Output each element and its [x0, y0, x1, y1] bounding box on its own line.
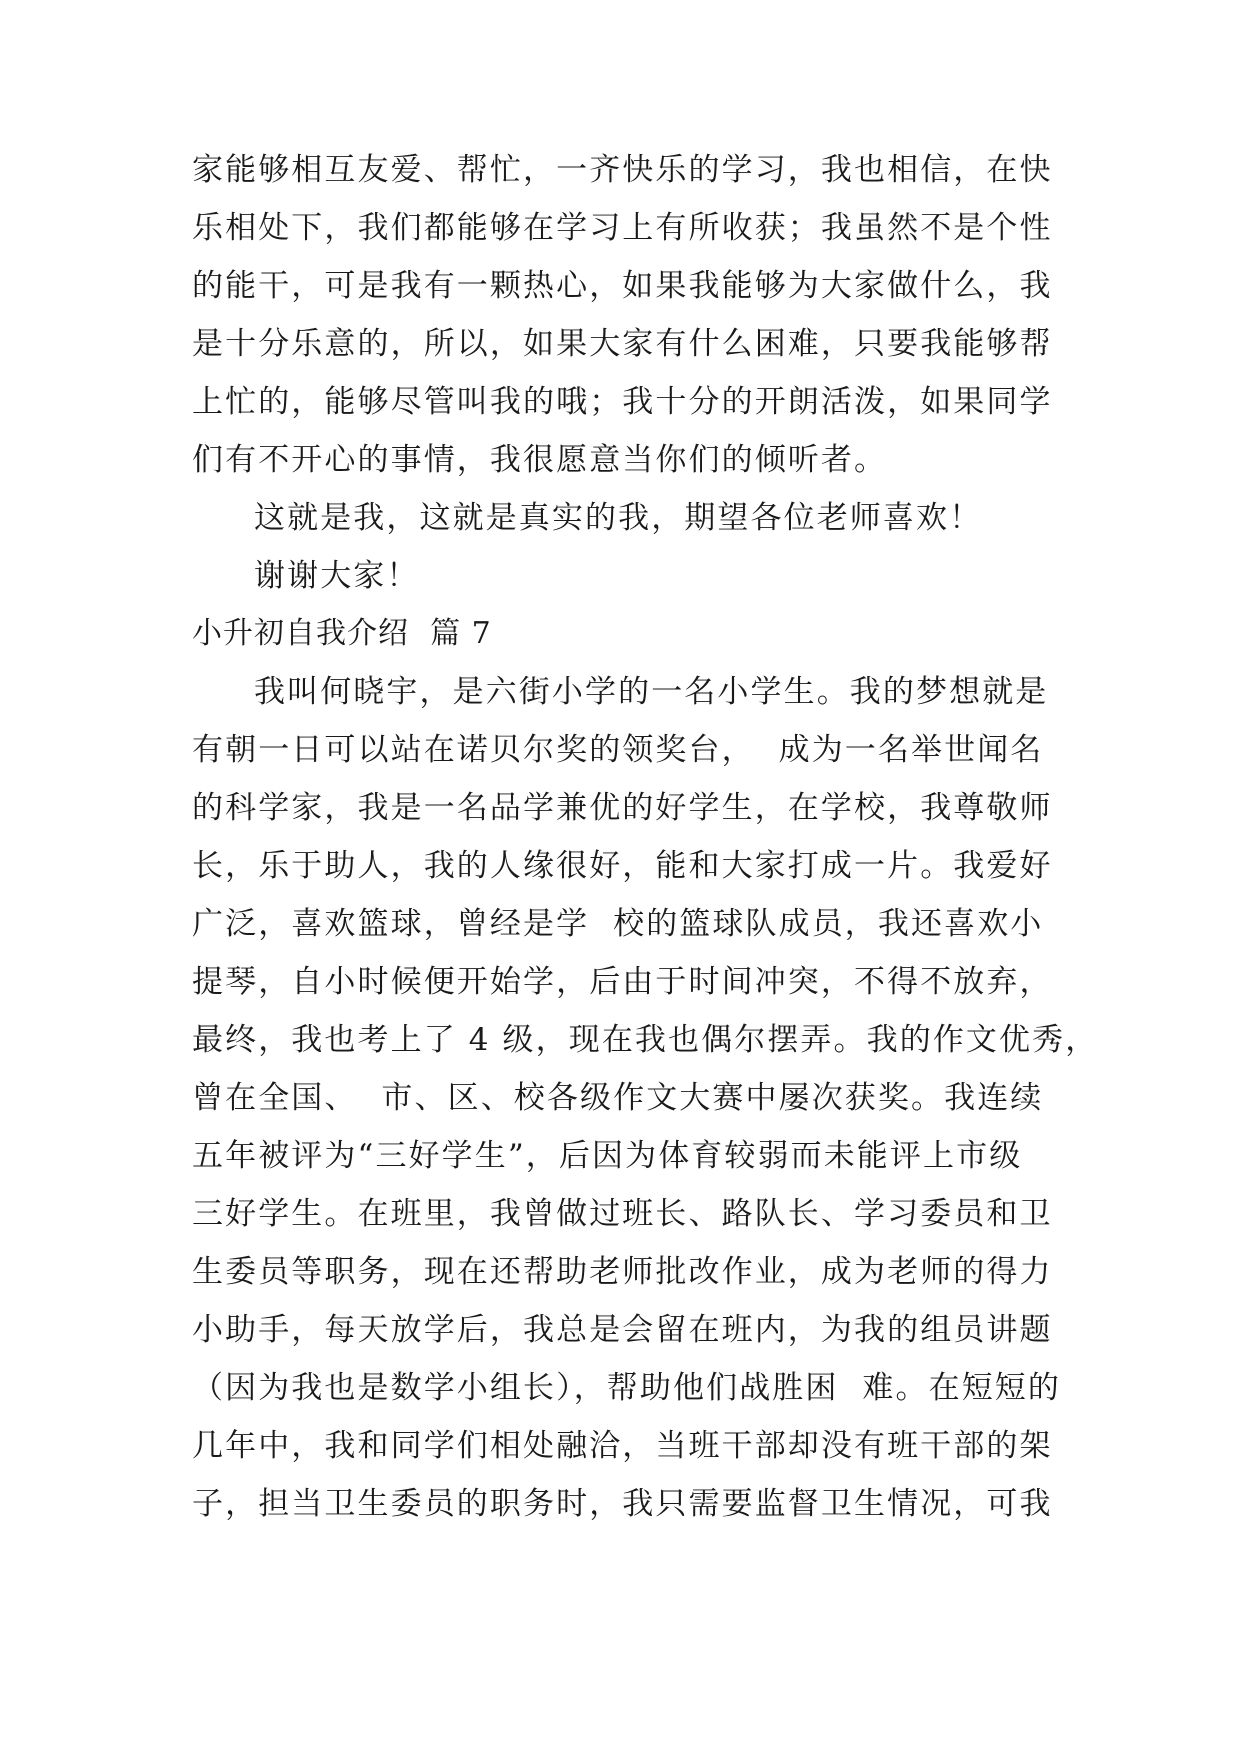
- text-line: 们有不开心的事情，我很愿意当你们的倾听者。: [192, 442, 888, 478]
- text-line: 最终，我也考上了 4 级，现在我也偶尔摆弄。我的作文优秀，: [192, 1022, 1099, 1058]
- text-line: 五年被评为“三好学生”，后因为体育较弱而未能评上市级: [192, 1138, 1023, 1174]
- text-line: 广泛，喜欢篮球，曾经是学 校的篮球队成员，我还喜欢小: [192, 906, 1044, 942]
- text-line: 家能够相互友爱、帮忙，一齐快乐的学习，我也相信，在快: [192, 152, 1053, 188]
- text-line: 的科学家，我是一名品学兼优的好学生，在学校，我尊敬师: [192, 790, 1053, 826]
- text-line: 是十分乐意的，所以，如果大家有什么困难，只要我能够帮: [192, 326, 1053, 362]
- text-line: 小助手，每天放学后，我总是会留在班内，为我的组员讲题: [192, 1312, 1053, 1348]
- text-line: 提琴，自小时候便开始学，后由于时间冲突，不得不放弃，: [192, 964, 1053, 1000]
- section-title: 小升初自我介绍 篇 7: [192, 616, 492, 651]
- text-line: 生委员等职务，现在还帮助老师批改作业，成为老师的得力: [192, 1254, 1053, 1290]
- text-line: 长，乐于助人，我的人缘很好，能和大家打成一片。我爱好: [192, 848, 1053, 884]
- text-line: （因为我也是数学小组长），帮助他们战胜困 难。在短短的: [192, 1370, 1062, 1406]
- closing-line: 谢谢大家！: [254, 558, 420, 594]
- text-line: 子，担当卫生委员的职务时，我只需要监督卫生情况，可我: [192, 1486, 1053, 1522]
- text-line: 几年中，我和同学们相处融洽，当班干部却没有班干部的架: [192, 1428, 1053, 1464]
- text-line: 曾在全国、 市、区、校各级作文大赛中屡次获奖。我连续: [192, 1080, 1044, 1116]
- text-line: 乐相处下，我们都能够在学习上有所收获；我虽然不是个性: [192, 210, 1053, 246]
- text-line: 有朝一日可以站在诺贝尔奖的领奖台， 成为一名举世闻名: [192, 732, 1044, 768]
- text-line: 三好学生。在班里，我曾做过班长、路队长、学习委员和卫: [192, 1196, 1053, 1232]
- closing-line: 这就是我，这就是真实的我，期望各位老师喜欢！: [254, 500, 983, 536]
- text-line: 的能干，可是我有一颗热心，如果我能够为大家做什么，我: [192, 268, 1053, 304]
- text-line: 我叫何晓宇，是六街小学的一名小学生。我的梦想就是: [254, 674, 1049, 710]
- text-line: 上忙的，能够尽管叫我的哦；我十分的开朗活泼，如果同学: [192, 384, 1053, 420]
